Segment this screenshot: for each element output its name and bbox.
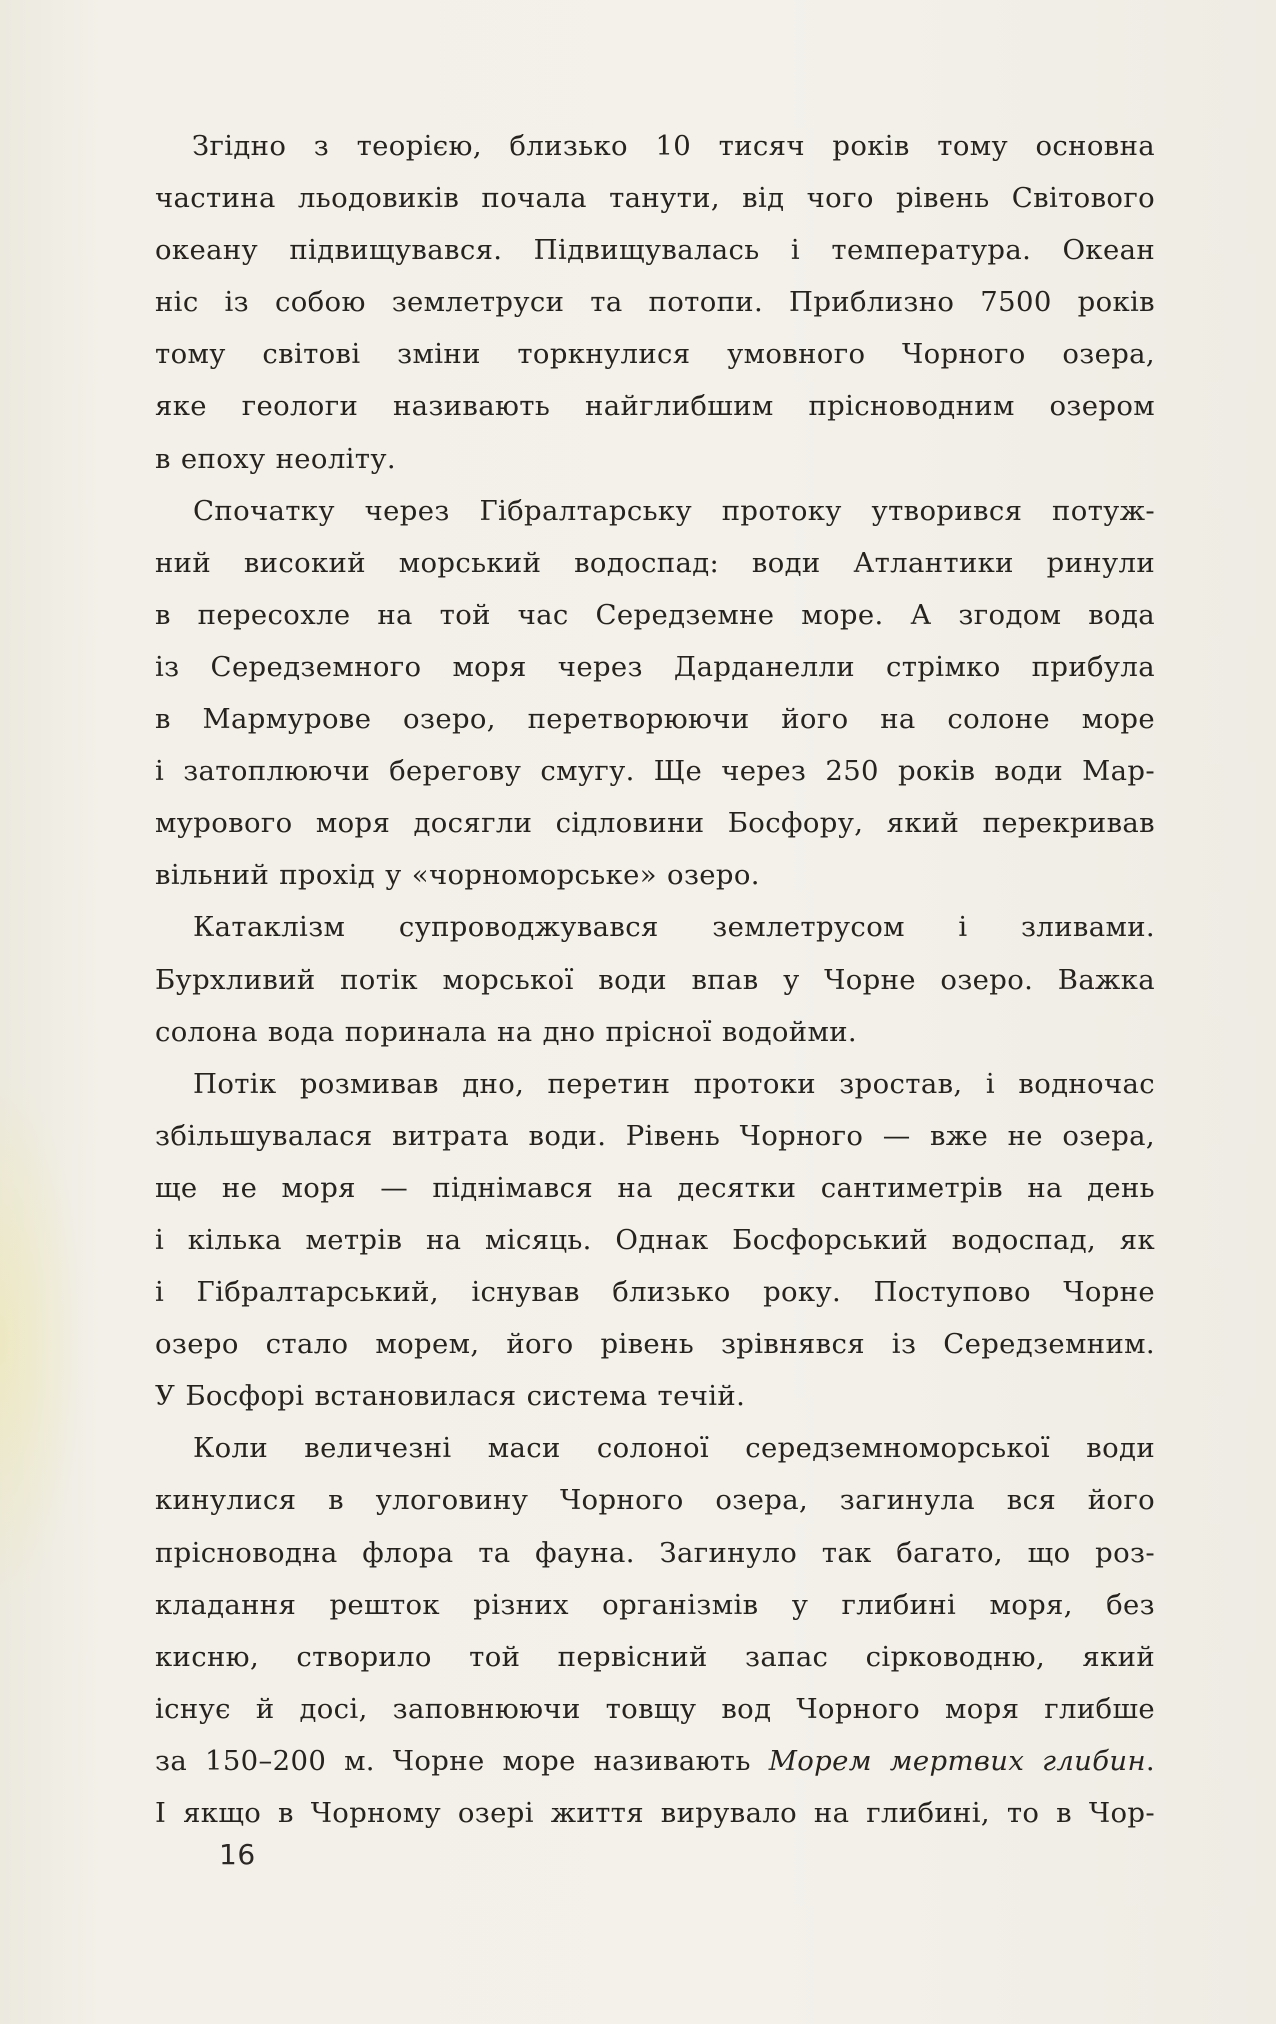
body-text bbox=[155, 120, 1155, 1839]
text-line: вільний прохід у «чорноморське» озеро. bbox=[155, 859, 760, 892]
text-line: солона вода поринала на дно прісної водойми. bbox=[155, 1015, 857, 1048]
text-line: Спочатку через Гібралтарську протоку утворився потуж- bbox=[193, 494, 1155, 527]
text-line: частина льодовиків почала танути, від чого рівень Світового bbox=[155, 182, 1155, 215]
text-line: і Гібралтарський, існував близько року. Поступово Чорне bbox=[155, 1276, 1155, 1309]
text-line: ніс із собою землетруси та потопи. Приблизно 7500 років bbox=[155, 286, 1155, 319]
text-line: в Мармурове озеро, перетворюючи його на солоне море bbox=[155, 703, 1155, 736]
italic-phrase: Морем мертвих глибин bbox=[768, 1744, 1146, 1777]
text-line: озеро стало морем, його рівень зрівнявся із Середземним. bbox=[155, 1328, 1155, 1361]
paragraph-3 bbox=[155, 901, 1155, 1057]
text-line: і кілька метрів на місяць. Однак Босфорський водоспад, як bbox=[155, 1223, 1155, 1256]
text-line: ще не моря — піднімався на десятки сантиметрів на день bbox=[155, 1171, 1155, 1204]
paragraph-5 bbox=[155, 1422, 1155, 1839]
paragraph-2 bbox=[155, 485, 1155, 902]
text-line: прісноводна флора та фауна. Загинуло так багато, що роз- bbox=[155, 1536, 1155, 1569]
text-line: ний високий морський водоспад: води Атлантики ринули bbox=[155, 546, 1155, 579]
text-line: і затоплюючи берегову смугу. Ще через 250 років води Мар- bbox=[155, 755, 1155, 788]
text-line: яке геологи називають найглибшим прісноводним озером bbox=[155, 390, 1155, 423]
text-line: існує й досі, заповнюючи товщу вод Чорного моря глибше bbox=[155, 1692, 1155, 1725]
paragraph-4 bbox=[155, 1058, 1155, 1423]
text-line: Потік розмивав дно, перетин протоки зростав, і водночас bbox=[193, 1067, 1155, 1100]
text-line: із Середземного моря через Дарданелли стрімко прибула bbox=[155, 650, 1155, 683]
text-line: І якщо в Чорному озері життя вирувало на глибині, то в Чор- bbox=[155, 1797, 1155, 1829]
text-line: кинулися в улоговину Чорного озера, загинула вся його bbox=[155, 1484, 1155, 1517]
text-line: У Босфорі встановилася система течій. bbox=[155, 1380, 746, 1413]
text-line: в епоху неоліту. bbox=[155, 442, 396, 475]
text-line: Катаклізм супроводжувався землетрусом і зливами. bbox=[193, 911, 1155, 944]
text-line: кладання решток різних організмів у глибині моря, без bbox=[155, 1588, 1155, 1621]
text-line: мурового моря досягли сідловини Босфору, який перекривав bbox=[155, 807, 1155, 840]
text-line: Згідно з теорією, близько 10 тисяч років тому основна bbox=[192, 130, 1155, 162]
text-line: збільшувалася витрата води. Рівень Чорного — вже не озера, bbox=[155, 1119, 1155, 1152]
text-line: кисню, створило той первісний запас сірководню, який bbox=[155, 1640, 1155, 1673]
text-line: океану підвищувався. Підвищувалась і температура. Океан bbox=[155, 234, 1155, 267]
page-number: 16 bbox=[219, 1838, 256, 1871]
text-line: Коли величезні маси солоної середземноморської води bbox=[193, 1432, 1155, 1465]
text-line: за 150–200 м. Чорне море називають Морем мертвих глибин. bbox=[155, 1744, 1155, 1777]
text-line: Бурхливий потік морської води впав у Чорне озеро. Важка bbox=[155, 963, 1155, 996]
paragraph-1 bbox=[155, 120, 1155, 485]
text-line: в пересохле на той час Середземне море. А згодом вода bbox=[155, 598, 1155, 631]
text-line: тому світові зміни торкнулися умовного Чорного озера, bbox=[155, 338, 1155, 371]
